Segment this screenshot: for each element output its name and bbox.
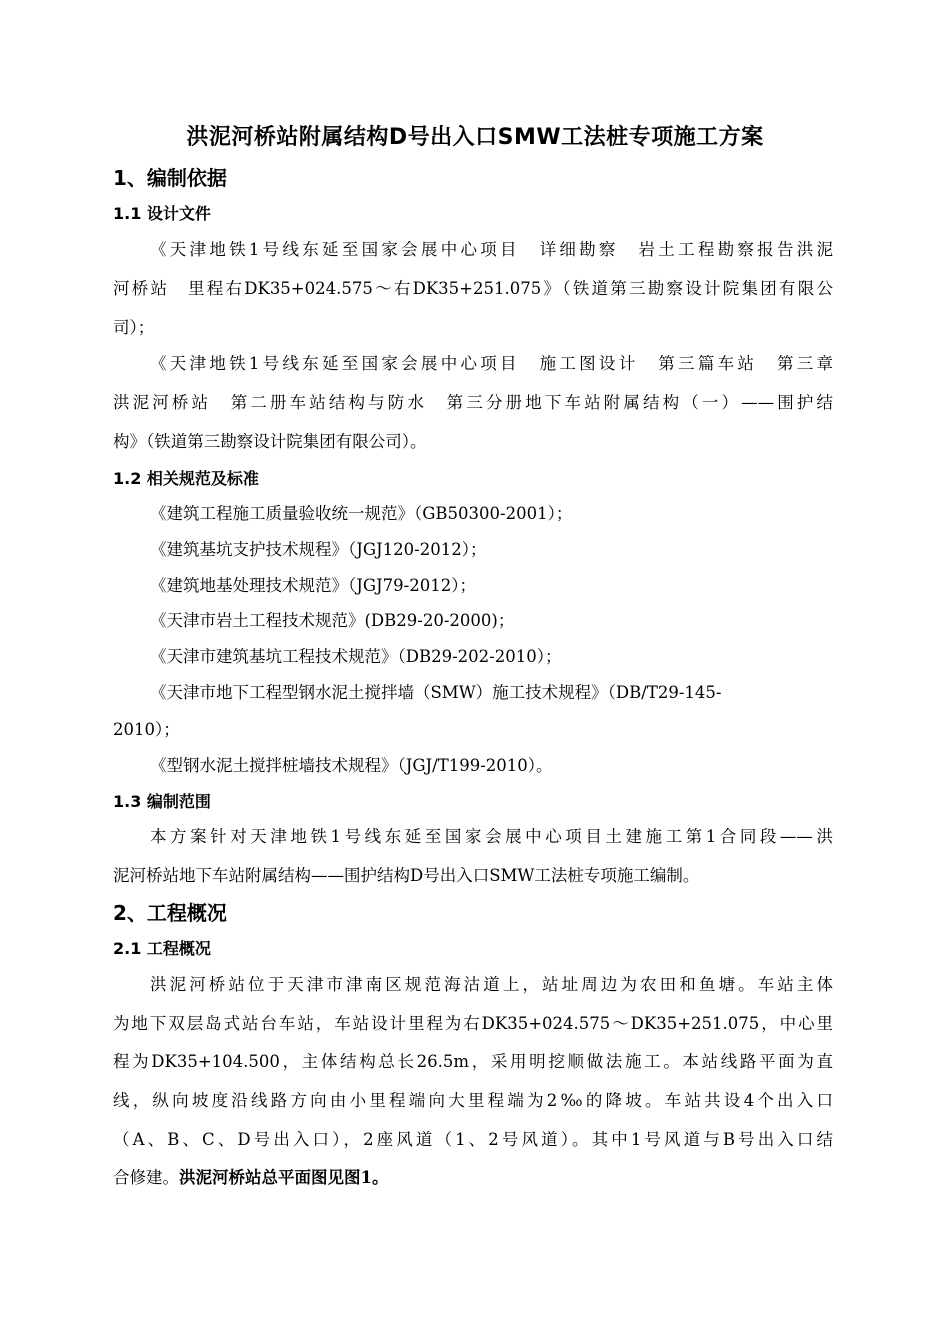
overview-line-2: 为地下双层岛式站台车站，车站设计里程为右DK35+024.575～DK35+251.075，中心里: [113, 1014, 833, 1033]
design-doc-1-line-3: 司）；: [113, 318, 155, 337]
scope-line-1: 本方案针对天津地铁1号线东延至国家会展中心项目土建施工第1合同段——洪: [150, 827, 833, 846]
standard-item: 《型钢水泥土搅拌桩墙技术规程》（JGJ/T199-2010）。: [150, 756, 553, 775]
standard-item-continuation: 2010）；: [113, 720, 180, 739]
design-doc-2-line-1: 《天津地铁1号线东延至国家会展中心项目 施工图设计 第三篇车站 第三章: [150, 354, 833, 373]
overview-line-5: （A、B、C、D号出入口），2座风道（1、2号风道）。其中1号风道与B号出入口结: [113, 1130, 833, 1149]
standard-item: 《建筑工程施工质量验收统一规范》（GB50300-2001）；: [150, 504, 573, 523]
section-1-1-heading: 1.1 设计文件: [113, 204, 211, 223]
overview-line-3: 程为DK35+104.500，主体结构总长26.5m，采用明挖顺做法施工。本站线路平面为直: [113, 1052, 833, 1071]
section-1-3-heading: 1.3 编制范围: [113, 792, 211, 811]
overview-line-6-text: 合修建。: [113, 1168, 179, 1187]
section-2-heading: 2、工程概况: [113, 901, 227, 925]
design-doc-2-line-3: 构》（铁道第三勘察设计院集团有限公司）。: [113, 432, 427, 451]
standard-item: 《建筑地基处理技术规范》（JGJ79-2012）；: [150, 576, 476, 595]
section-1-2-heading: 1.2 相关规范及标准: [113, 469, 259, 488]
figure-reference: 洪泥河桥站总平面图见图1。: [179, 1168, 389, 1187]
overview-line-4: 线，纵向坡度沿线路方向由小里程端向大里程端为2‰的降坡。车站共设4个出入口: [113, 1091, 833, 1110]
document-title: 洪泥河桥站附属结构D号出入口SMW工法桩专项施工方案: [186, 125, 764, 150]
section-2-1-heading: 2.1 工程概况: [113, 939, 211, 958]
design-doc-1-line-1: 《天津地铁1号线东延至国家会展中心项目 详细勘察 岩土工程勘察报告洪泥: [150, 240, 833, 259]
overview-line-1: 洪泥河桥站位于天津市津南区规范海沽道上，站址周边为农田和鱼塘。车站主体: [150, 975, 833, 994]
section-1-heading: 1、编制依据: [113, 166, 227, 190]
standard-item: 《天津市地下工程型钢水泥土搅拌墙（SMW）施工技术规程》（DB/T29-145-: [150, 683, 722, 702]
design-doc-1-line-2: 河桥站 里程右DK35+024.575～右DK35+251.075》（铁道第三勘察设计院集团有限公: [113, 279, 833, 298]
standard-item: 《天津市建筑基坑工程技术规范》（DB29-202-2010）；: [150, 647, 562, 666]
standard-item: 《天津市岩土工程技术规范》(DB29-20-2000)；: [150, 611, 515, 630]
design-doc-2-line-2: 洪泥河桥站 第二册车站结构与防水 第三分册地下车站附属结构（一）——围护结: [113, 393, 833, 412]
standard-item: 《建筑基坑支护技术规程》（JGJ120-2012）；: [150, 540, 487, 559]
overview-line-6: [113, 1164, 833, 1192]
scope-line-2: 泥河桥站地下车站附属结构——围护结构D号出入口SMW工法桩专项施工编制。: [113, 866, 700, 885]
